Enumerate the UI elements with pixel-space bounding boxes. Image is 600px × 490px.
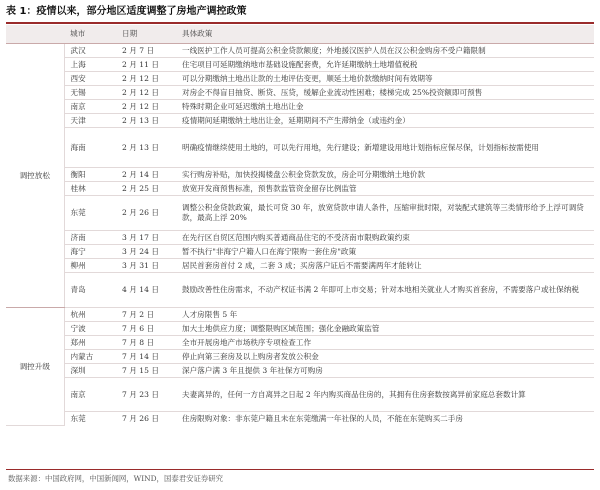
table-row: [6, 128, 594, 168]
city-cell: 海宁: [64, 245, 116, 259]
table-row: [6, 58, 594, 72]
date-cell: 7 月 23 日: [116, 378, 176, 412]
date-cell: 7 月 15 日: [116, 364, 176, 378]
table-row: [6, 72, 594, 86]
city-cell: 宁波: [64, 322, 116, 336]
policy-cell: 对房企不得盲目抽贷、断贷、压贷，缓解企业流动性困难；楼梯完成 25%投资额即可预售: [176, 86, 594, 100]
table-row: [6, 245, 594, 259]
policy-cell: 鼓励改善性住房需求，不动产权证书满 2 年即可上市交易；针对本地相关就业人才购买首套房，不需要落户或社保纳税: [176, 273, 594, 308]
city-cell: 青岛: [64, 273, 116, 308]
table-row: [6, 308, 594, 322]
header-category: [6, 25, 64, 44]
date-cell: 2 月 11 日: [116, 58, 176, 72]
category-label-loosen: 调控放松: [6, 44, 64, 308]
policy-cell: 人才房限售 5 年: [176, 308, 594, 322]
header-city: 城市: [64, 25, 116, 44]
date-cell: 2 月 7 日: [116, 44, 176, 58]
date-cell: 7 月 2 日: [116, 308, 176, 322]
date-cell: 7 月 8 日: [116, 336, 176, 350]
table-row: [6, 259, 594, 273]
city-cell: 天津: [64, 114, 116, 128]
source-note: 数据来源：中国政府网，中国新闻网，WIND，国泰君安证券研究: [8, 474, 224, 483]
header-date: 日期: [116, 25, 176, 44]
policy-cell: 明确疫情继续使用土地的，可以先行用地，先行建设；新增建设用地计划指标应保尽保，计划指标按需使用: [176, 128, 594, 168]
header-policy: 具体政策: [176, 25, 594, 44]
date-cell: 3 月 31 日: [116, 259, 176, 273]
table-row: [6, 44, 594, 58]
table-row: [6, 114, 594, 128]
date-cell: 2 月 14 日: [116, 168, 176, 182]
city-cell: 杭州: [64, 308, 116, 322]
policy-cell: 停止向第三套房及以上购房者发放公积金: [176, 350, 594, 364]
city-cell: 衡阳: [64, 168, 116, 182]
city-cell: 东莞: [64, 196, 116, 231]
title-rule: [6, 22, 594, 24]
policy-cell: 一线医护工作人员可提高公积金贷款额度；外地援汉医护人员在汉公积金购房不受户籍限制: [176, 44, 594, 58]
date-cell: 2 月 13 日: [116, 114, 176, 128]
city-cell: 柳州: [64, 259, 116, 273]
policy-cell: 疫情期间延期缴纳土地出让金，延期期间不产生滞纳金（或违约金）: [176, 114, 594, 128]
policy-cell: 放宽开发商预售标准，预售款监管资金留存比例监管: [176, 182, 594, 196]
policy-cell: 在先行区自贸区范围内购买普通商品住宅的不受济南市限购政策约束: [176, 231, 594, 245]
policy-cell: 可以分期缴纳土地出让款的土地评估变更，顺延土地价款缴纳时间有效期等: [176, 72, 594, 86]
date-cell: 4 月 14 日: [116, 273, 176, 308]
city-cell: 上海: [64, 58, 116, 72]
policy-cell: 住房限购对象：非东莞户籍且未在东莞缴满一年社保的人员，不能在东莞购买二手房: [182, 413, 463, 423]
category-label-tighten: 调控升级: [6, 308, 64, 426]
table-row: [6, 322, 594, 336]
date-cell: 2 月 26 日: [116, 196, 176, 231]
date-cell: 7 月 6 日: [116, 322, 176, 336]
city-cell: 西安: [64, 72, 116, 86]
date-cell: 3 月 17 日: [116, 231, 176, 245]
city-cell: 深圳: [64, 364, 116, 378]
table-title: 表 1：疫情以来，部分地区适度调整了房地产调控政策: [6, 6, 247, 17]
table-row: [6, 196, 594, 231]
table-row: [6, 378, 594, 412]
policy-cell: 特殊时期企业可延迟缴纳土地出让金: [176, 100, 594, 114]
policy-cell: 调整公积金贷款政策，最长可贷 30 年，放宽贷款申请人条件，压缩审批时限，对装配式建筑等三类情形给予上浮可调贷款，最高上浮 20%: [176, 196, 594, 231]
table-row: [6, 182, 594, 196]
city-cell: 桂林: [64, 182, 116, 196]
city-cell: 郑州: [64, 336, 116, 350]
city-cell: 东莞: [70, 413, 86, 423]
date-cell: 2 月 25 日: [116, 182, 176, 196]
city-cell: 济南: [64, 231, 116, 245]
date-cell: 2 月 12 日: [116, 72, 176, 86]
table-bottom-rule: [6, 469, 594, 470]
city-cell: 武汉: [64, 44, 116, 58]
policy-cell: 暂不执行"非海宁户籍人口在海宁限购一套住房"政策: [176, 245, 594, 259]
date-cell: 2 月 12 日: [116, 86, 176, 100]
city-cell: 南京: [64, 378, 116, 412]
table-row: [6, 336, 594, 350]
date-cell: 7 月 26 日: [122, 413, 159, 423]
table-row: [6, 350, 594, 364]
table-header-row: [6, 25, 594, 44]
date-cell: 2 月 12 日: [116, 100, 176, 114]
table-row: [6, 168, 594, 182]
table-row: [6, 412, 594, 426]
table-row: [6, 86, 594, 100]
city-cell: 南京: [64, 100, 116, 114]
date-cell: 3 月 24 日: [116, 245, 176, 259]
city-cell: 内蒙古: [64, 350, 116, 364]
city-cell: 海南: [64, 128, 116, 168]
table-row: [6, 364, 594, 378]
table-row: [6, 231, 594, 245]
policy-table: [6, 25, 594, 426]
policy-cell: 实行购房补贴，加快投揭楼盘公积金贷款发放，房企可分期缴纳土地价款: [176, 168, 594, 182]
policy-cell: 居民首套房首付 2 成，二套 3 成；买房落户证后不需要满两年才能转让: [176, 259, 594, 273]
policy-cell: 深户落户满 3 年且提供 3 年社保方可购房: [176, 364, 594, 378]
date-cell: 2 月 13 日: [116, 128, 176, 168]
table-row: [6, 100, 594, 114]
policy-cell: 加大土地供应力度；调整限购区域范围；强化金融政策监管: [176, 322, 594, 336]
policy-cell: 住宅项目可延期缴纳地市基础设施配套费，允许延期缴纳土地增值税税: [176, 58, 594, 72]
policy-cell: 夫妻离异的，任何一方自离异之日起 2 年内购买商品住房的，其拥有住房套数按离异前家庭总套数计算: [176, 378, 594, 412]
city-cell: 无锡: [64, 86, 116, 100]
table-row: [6, 273, 594, 308]
date-cell: 7 月 14 日: [116, 350, 176, 364]
policy-cell: 全市开展房地产市场秩序专项检查工作: [176, 336, 594, 350]
